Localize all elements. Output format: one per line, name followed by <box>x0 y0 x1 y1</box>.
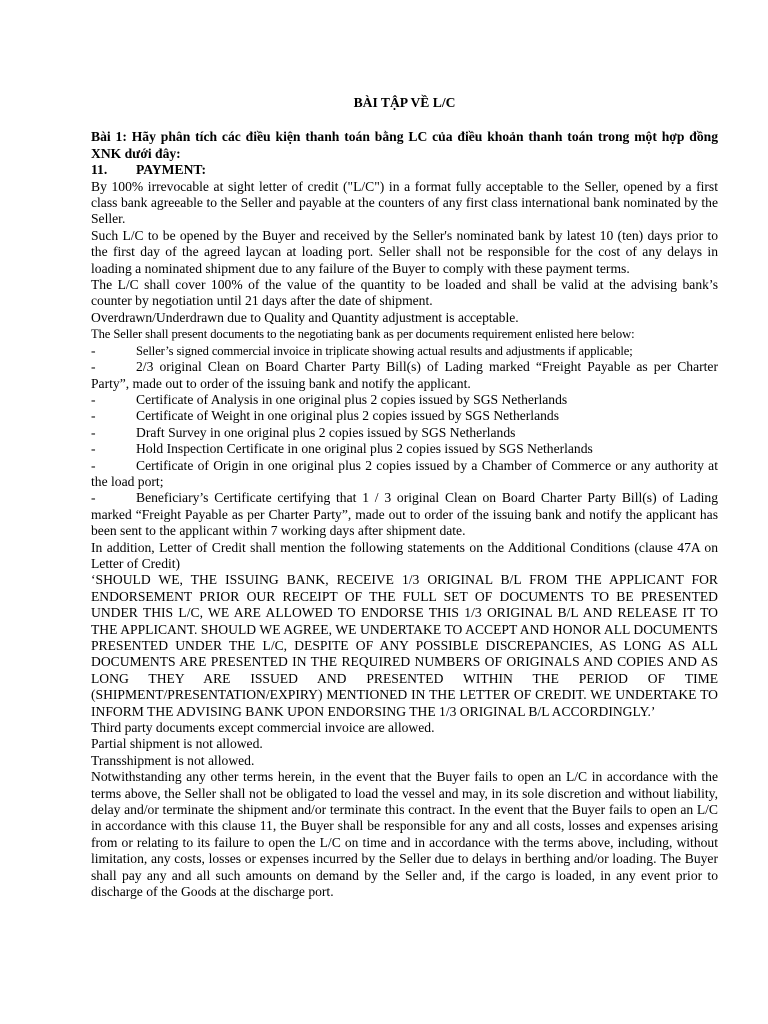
list-dash: - <box>91 424 96 440</box>
document-item-text: Seller’s signed commercial invoice in triplicate showing actual results and adjustments if applicable; <box>136 343 633 358</box>
paragraph-transshipment: Transshipment is not allowed. <box>91 752 255 768</box>
document-title: BÀI TẬP VỀ L/C <box>353 95 456 110</box>
additional-conditions-statement: ‘SHOULD WE, THE ISSUING BANK, RECEIVE 1/3 ORIGINAL B/L FROM THE APPLICANT FOR ENDORSEMENT PRIOR OUR RECEIPT OF THE FULL SET OF DOCUMENTS TO BE PRESENTED UNDER THIS L/C, WE ARE ALLOWED TO ENDORSE THIS 1/3 ORIGINAL B/L AND RELEASE IT TO THE APPLICANT. SHOULD WE AGREE, WE UNDERTAKE TO ACCEPT AND HONOR ALL DOCUMENTS PRESENTED UNDER THE L/C, DESPITE OF ANY POSSIBLE DISCREPANCIES, AS LONG AS ALL DOCUMENTS ARE PRESENTED IN THE REQUIRED NUMBERS OF ORIGINALS AND COPIES AND AS LONG THEY ARE ISSUED AND PRESENTED WITHIN THE PERIOD OF TIME (SHIPMENT/PRESENTATION/EXPIRY) MENTIONED IN THE LETTER OF CREDIT. WE UNDERTAKE TO INFORM THE ADVISING BANK UPON ENDORSING THE 1/3 ORIGINAL B/L ACCORDINGLY.’ <box>91 572 718 719</box>
paragraph-lc-coverage: The L/C shall cover 100% of the value of the quantity to be loaded and shall be valid at the advising bank’s counter by negotiation until 21 days after the date of shipment. <box>91 277 718 309</box>
paragraph-lc-terms: By 100% irrevocable at sight letter of credit ("L/C") in a format fully acceptable to the Seller, opened by a first class bank agreeable to the Seller and payable at the counters of any first class international bank nominated by the Seller. <box>91 178 718 227</box>
paragraph-lc-opening: Such L/C to be opened by the Buyer and received by the Seller's nominated bank by latest 10 (ten) days prior to the first day of the agreed laycan at loading port. Seller shall not be responsible for the cost of any delays in loading a nominated shipment due to any failure of the Buyer to comply with these payment terms. <box>91 227 718 276</box>
document-item-text: Draft Survey in one original plus 2 copies issued by SGS Netherlands <box>136 424 516 440</box>
list-dash: - <box>91 391 96 407</box>
document-item <box>91 392 718 408</box>
paragraph-overdrawn: Overdrawn/Underdrawn due to Quality and Quantity adjustment is acceptable. <box>91 309 519 325</box>
document-item-text: 2/3 original Clean on Board Charter Party Bill(s) of Lading marked “Freight Payable as per Charter Party”, made out to order of the issuing bank and notify the applicant. <box>91 359 718 391</box>
additional-conditions-intro: In addition, Letter of Credit shall mention the following statements on the Additional Conditions (clause 47A on Letter of Credit) <box>91 539 718 571</box>
exercise-heading: Bài 1: Hãy phân tích các điều kiện thanh toán bằng LC của điều khoản thanh toán trong một hợp đồng XNK dưới đây: <box>91 129 718 161</box>
document-item-text: Hold Inspection Certificate in one original plus 2 copies issued by SGS Netherlands <box>136 441 593 457</box>
documents-intro: The Seller shall present documents to the negotiating bank as per documents requirement enlisted here below: <box>91 327 635 342</box>
document-item <box>91 458 718 491</box>
section-heading <box>91 162 718 178</box>
section-title: PAYMENT: <box>136 162 206 178</box>
list-dash: - <box>91 359 96 375</box>
document-item <box>91 441 718 457</box>
list-dash: - <box>91 408 96 424</box>
document-item-text: Certificate of Weight in one original plus 2 copies issued by SGS Netherlands <box>136 408 560 424</box>
document-item-text: Certificate of Origin in one original plus 2 copies issued by a Chamber of Commerce or any authority at the load port; <box>91 457 718 489</box>
document-item-text: Certificate of Analysis in one original plus 2 copies issued by SGS Netherlands <box>136 391 568 407</box>
document-item <box>91 359 718 392</box>
list-dash: - <box>91 342 96 358</box>
paragraph-notwithstanding: Notwithstanding any other terms herein, in the event that the Buyer fails to open an L/C in accordance with the terms above, the Seller shall not be obligated to load the vessel and may, in its sole discretion and without liability, delay and/or terminate the shipment and/or terminate this contract. In the event that the Buyer fails to open an L/C in accordance with this clause 11, the Buyer shall be responsible for any and all costs, losses and expenses arising from or relating to its failure to open the L/C on time and in accordance with the terms above, including, without limitation, any costs, losses or expenses incurred by the Seller due to delays in berthing and/or loading. The Buyer shall pay any and all such amounts on demand by the Seller and, if the cargo is loaded, in any event prior to discharge of the Goods at the discharge port. <box>91 769 718 900</box>
paragraph-partial-shipment: Partial shipment is not allowed. <box>91 736 263 752</box>
list-dash: - <box>91 457 96 473</box>
list-dash: - <box>91 441 96 457</box>
document-item-text: Beneficiary’s Certificate certifying that 1 / 3 original Clean on Board Charter Party Bill(s) of Lading marked “Freight Payable as per Charter Party”, made out to order of the issuing bank and notify the applicant has been sent to the applicant within 7 working days after shipment date. <box>91 490 718 539</box>
document-item <box>91 408 718 424</box>
document-item <box>91 425 718 441</box>
paragraph-third-party: Third party documents except commercial invoice are allowed. <box>91 720 435 736</box>
list-dash: - <box>91 490 96 506</box>
document-item <box>91 343 718 359</box>
document-item <box>91 490 718 539</box>
section-number: 11. <box>91 162 108 178</box>
